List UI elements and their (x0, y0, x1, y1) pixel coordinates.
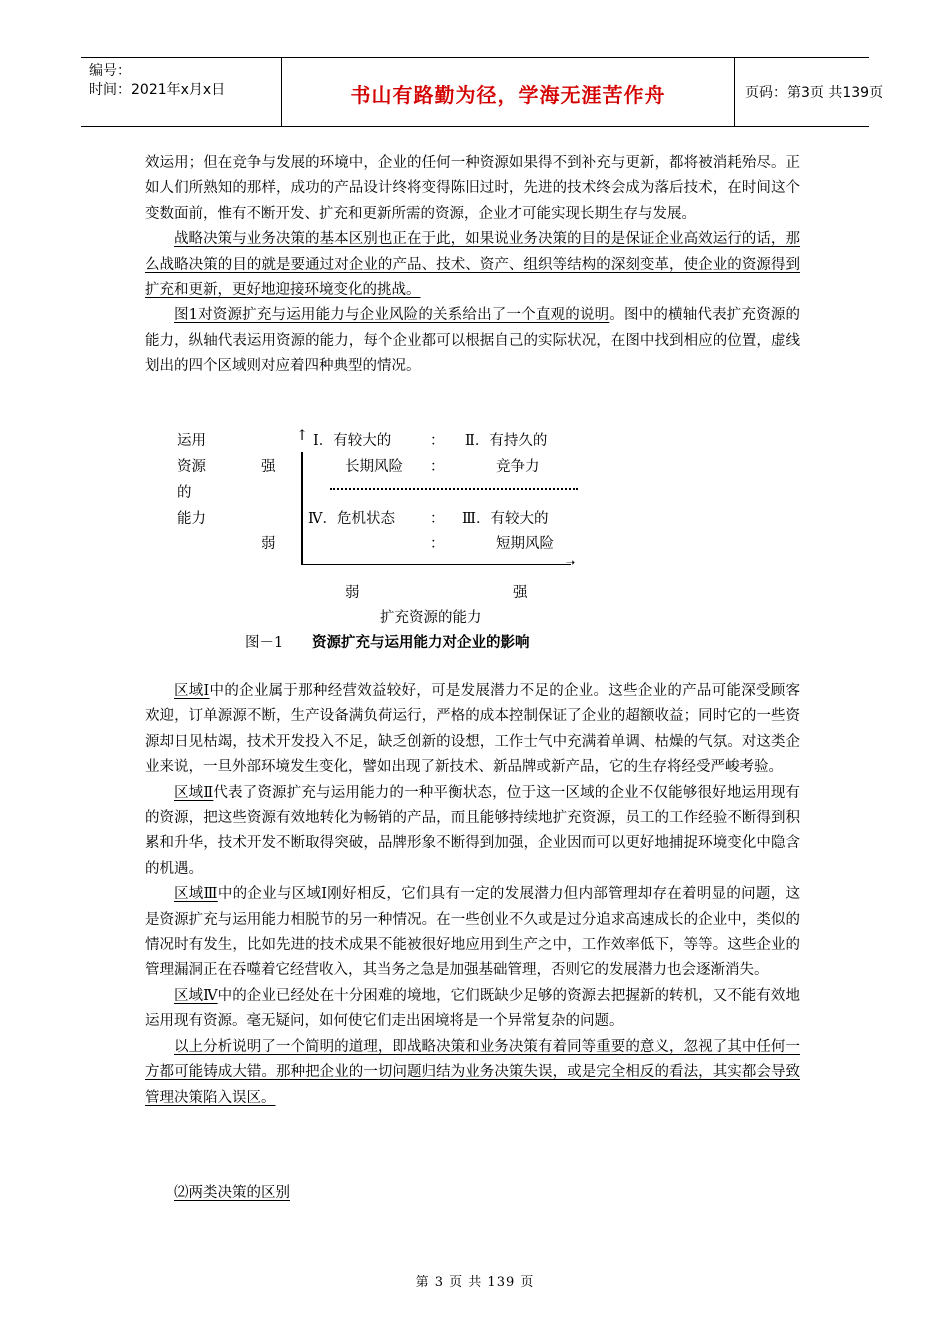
page-code: 页码：第3页 共139页 (745, 85, 884, 101)
y-axis-line (301, 452, 303, 564)
motto: 书山有路勤为径，学海无涯苦作舟 (350, 83, 666, 107)
quadrant-1-line2: 长期风险 (345, 459, 403, 475)
zone-text-block (145, 679, 800, 1111)
divider-colon-4: ： (430, 536, 445, 552)
paragraph-3-rest: 。图中的横轴代表扩充资源的能力，纵轴代表运用资源的能力，每个企业都可以根据自己的实际状况，在图中找到相应的位置，虚线划出的四个区域则对应着四种典型的情况。 (145, 307, 800, 375)
section-heading: ⑵两类决策的区别 (174, 1185, 290, 1201)
zone-3-text: 中的企业与区域Ⅰ刚好相反，它们具有一定的发展潜力但内部管理却存在着明显的问题，这是资源扩充与运用能力相脱节的另一种情况。在一些创业不久或是过分追求高速成长的企业中，类似的情况时有发生，比如先进的技术成果不能被很好地应用到生产之中，工作效率低下，等等。这些企业的管理漏洞正在吞噬着它经营收入，其当务之急是加强基础管理，否则它的发展潜力也会逐渐消失。 (145, 886, 800, 979)
zone-4-lead: 区域Ⅳ (174, 987, 218, 1004)
y-weak-label: 弱 (261, 536, 276, 552)
time-label: 时间：2021年x月x日 (89, 82, 226, 98)
zone-1-paragraph (145, 679, 800, 781)
x-strong-label: 强 (513, 585, 528, 601)
x-weak-label: 弱 (345, 585, 360, 601)
section-heading-block (145, 1181, 800, 1206)
horizontal-divider (330, 488, 578, 490)
quadrant-1-line1: Ⅰ．有较大的 (313, 433, 392, 449)
zone-2-paragraph (145, 781, 800, 883)
y-axis-arrow-icon: ↑ (296, 428, 309, 444)
y-axis-label-2: 资源 (177, 459, 206, 475)
y-axis-label-4: 能力 (177, 511, 206, 527)
conclusion-paragraph: 以上分析说明了一个简明的道理，即战略决策和业务决策有着同等重要的意义，忽视了其中任何一方都可能铸成大错。那种把企业的一切问题归结为业务决策失误，或是完全相反的看法，其实都会导致管理决策陷入误区。 (145, 1038, 800, 1106)
y-strong-label: 强 (261, 459, 276, 475)
figure-caption-title: 资源扩充与运用能力对企业的影响 (312, 635, 530, 651)
zone-1-lead: 区域Ⅰ (174, 683, 210, 699)
page-footer: 第 3 页 共 139 页 (415, 1275, 535, 1290)
zone-3-paragraph (145, 882, 800, 984)
x-axis-line (301, 564, 571, 565)
figure-caption-prefix: 图－1 (245, 635, 284, 651)
y-axis-label-3: 的 (177, 485, 192, 501)
zone-2-text: 代表了资源扩充与运用能力的一种平衡状态，位于这一区域的企业不仅能够很好地运用现有的资源，把这些资源有效地转化为畅销的产品，而且能够持续地扩充资源，员工的工作经验不断得到积累和升华，技术开发不断取得突破，品牌形象不断得到加强，企业因而可以更好地捕捉环境变化中隐含的机遇。 (145, 784, 801, 877)
quadrant-4: Ⅳ．危机状态 (308, 511, 395, 527)
zone-1-text: 中的企业属于那种经营效益较好，可是发展潜力不足的企业。这些企业的产品可能深受顾客欢迎，订单源源不断，生产设备满负荷运行，严格的成本控制保证了企业的超额收益；同时它的一些资源却日见枯竭，技术开发投入不足，缺乏创新的设想，工作士气中充满着单调、枯燥的气氛。对这类企业来说，一旦外部环境发生变化，譬如出现了新技术、新品牌或新产品，它的生存将经受严峻考验。 (145, 683, 801, 776)
quadrant-2-line2: 竞争力 (496, 459, 540, 475)
quadrant-2-line1: Ⅱ．有持久的 (465, 433, 548, 449)
paragraph-2: 战略决策与业务决策的基本区别也正在于此，如果说业务决策的目的是保证企业高效运行的话，那么战略决策的目的就是要通过对企业的产品、技术、资产、组织等结构的深刻变革，使企业的资源得到扩充和更新，更好地迎接环境变化的挑战。 (145, 231, 800, 299)
paragraph-3-underlined: 图1对资源扩充与运用能力与企业风险的关系给出了一个直观的说明 (174, 307, 610, 324)
figure-1 (0, 0, 950, 660)
number-label: 编号： (89, 63, 131, 79)
zone-4-paragraph (145, 984, 800, 1035)
divider-colon-3: ： (430, 511, 445, 527)
paragraph-1: 效运用；但在竞争与发展的环境中，企业的任何一种资源如果得不到补充与更新，都将被消耗殆尽。正如人们所熟知的那样，成功的产品设计终将变得陈旧过时，先进的技术终会成为落后技术，在时间这个变数面前，惟有不断开发、扩充和更新所需的资源，企业才可能实现长期生存与发展。 (145, 155, 800, 222)
zone-3-lead: 区域Ⅲ (174, 886, 218, 903)
quadrant-3-line2: 短期风险 (496, 536, 554, 552)
divider-colon-1: ： (430, 433, 445, 449)
zone-4-text: 中的企业已经处在十分困难的境地，它们既缺少足够的资源去把握新的转机，又不能有效地运用现有资源。毫无疑问，如何使它们走出困境将是一个异常复杂的问题。 (145, 987, 800, 1030)
zone-2-lead: 区域Ⅱ (174, 784, 214, 801)
x-axis-arrow-icon: ➝ (566, 556, 576, 569)
x-axis-label: 扩充资源的能力 (380, 610, 482, 626)
divider-colon-2: ： (430, 459, 445, 475)
y-axis-label-1: 运用 (177, 433, 206, 449)
quadrant-3-line1: Ⅲ．有较大的 (462, 511, 549, 527)
